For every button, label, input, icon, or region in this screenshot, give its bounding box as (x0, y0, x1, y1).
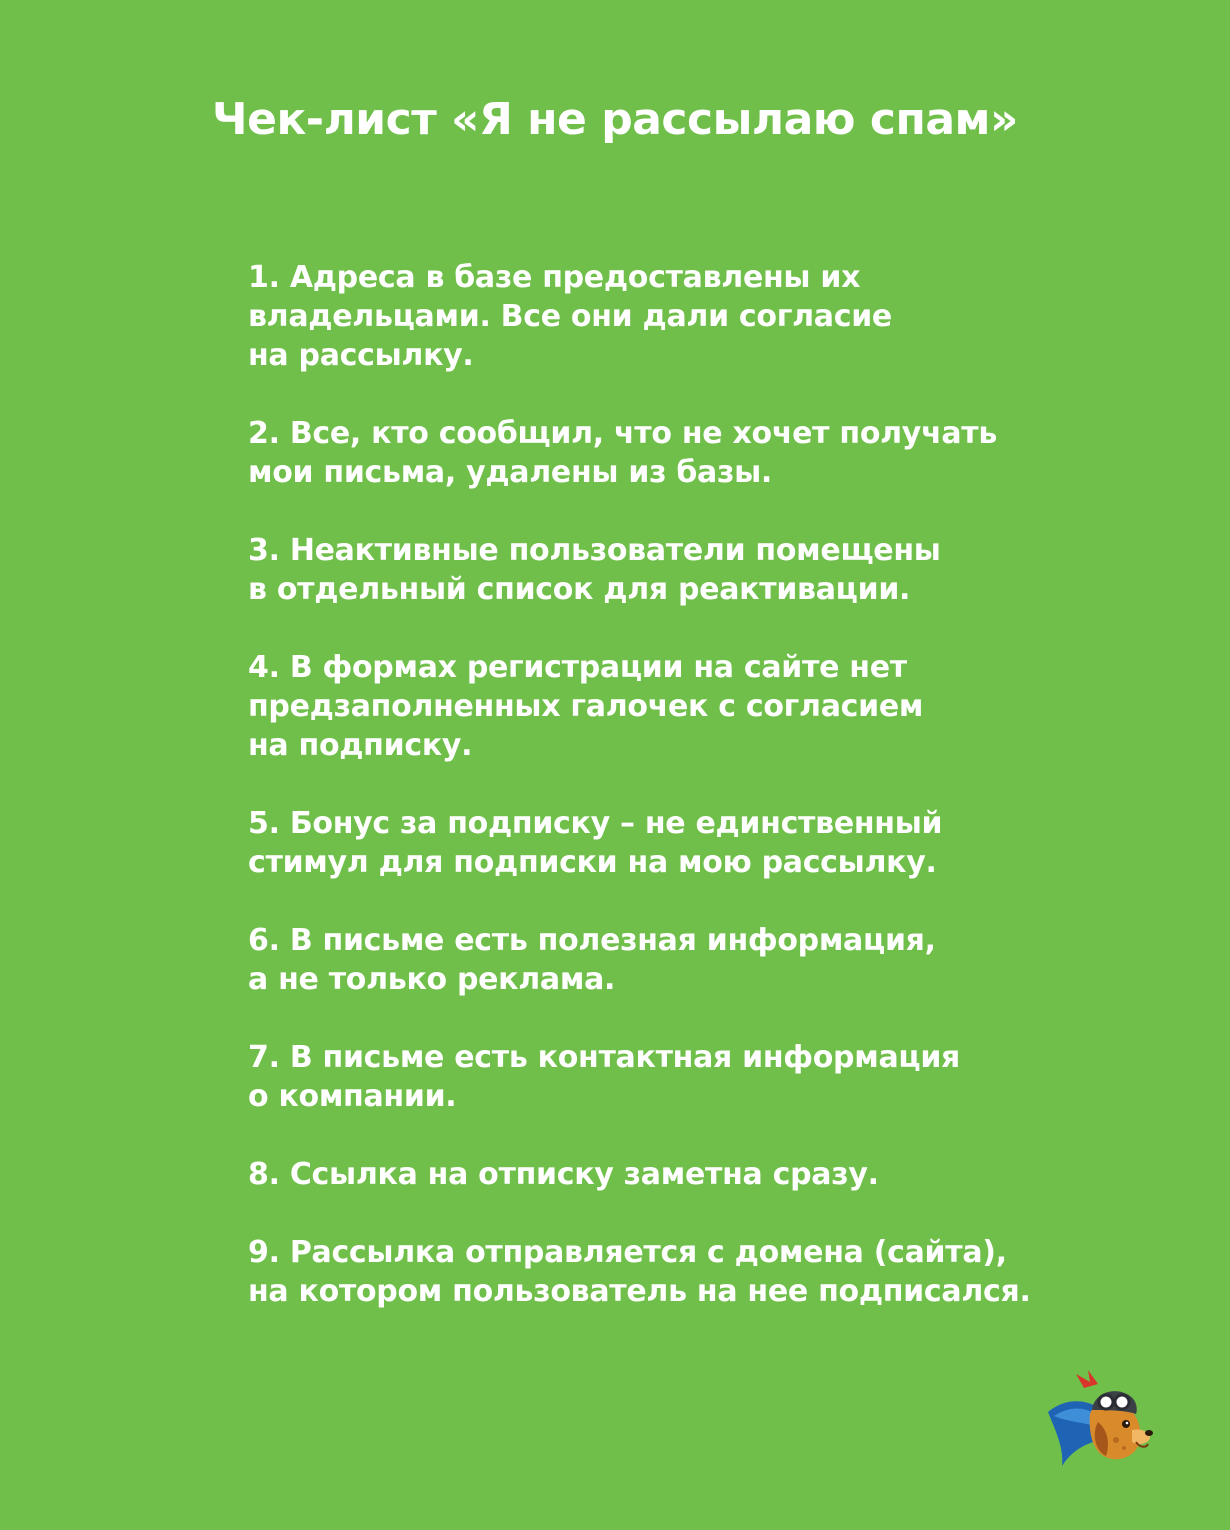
checklist-item-line: 7. В письме есть контактная информация (248, 1040, 961, 1075)
checklist (248, 258, 1128, 1350)
checklist-item-2 (248, 414, 1128, 492)
checklist-item-line: в отдельный список для реактивации. (248, 572, 911, 607)
checklist-item-line: стимул для подписки на мою рассылку. (248, 845, 937, 880)
checklist-item-7 (248, 1038, 1128, 1116)
checklist-item-line: предзаполненных галочек с согласием (248, 689, 924, 724)
checklist-item-3 (248, 531, 1128, 609)
checklist-item-5 (248, 804, 1128, 882)
checklist-item-line: мои письма, удалены из базы. (248, 455, 772, 490)
page-title: Чек-лист «Я не рассылаю спам» (212, 94, 1018, 145)
checklist-item-line: владельцами. Все они дали согласие (248, 299, 892, 334)
flying-dog-mascot-icon (1040, 1370, 1160, 1470)
checklist-item-line: 4. В формах регистрации на сайте нет (248, 650, 907, 685)
checklist-item-9 (248, 1233, 1128, 1311)
checklist-item-4 (248, 648, 1128, 765)
checklist-item-line: 3. Неактивные пользователи помещены (248, 533, 941, 568)
checklist-item-line: 5. Бонус за подписку – не единственный (248, 806, 943, 841)
checklist-item-8 (248, 1155, 1128, 1194)
checklist-item-line: на котором пользователь на нее подписался. (248, 1274, 1031, 1309)
checklist-item-line: на рассылку. (248, 338, 474, 373)
checklist-item-line: о компании. (248, 1079, 457, 1114)
checklist-item-line: на подписку. (248, 728, 473, 763)
checklist-item-6 (248, 921, 1128, 999)
checklist-item-1 (248, 258, 1128, 375)
checklist-item-line: 8. Ссылка на отписку заметна сразу. (248, 1157, 879, 1192)
checklist-item-line: а не только реклама. (248, 962, 616, 997)
checklist-item-line: 9. Рассылка отправляется с домена (сайта), (248, 1235, 1007, 1270)
checklist-item-line: 6. В письме есть полезная информация, (248, 923, 936, 958)
checklist-item-line: 2. Все, кто сообщил, что не хочет получать (248, 416, 998, 451)
checklist-item-line: 1. Адреса в базе предоставлены их (248, 260, 861, 295)
